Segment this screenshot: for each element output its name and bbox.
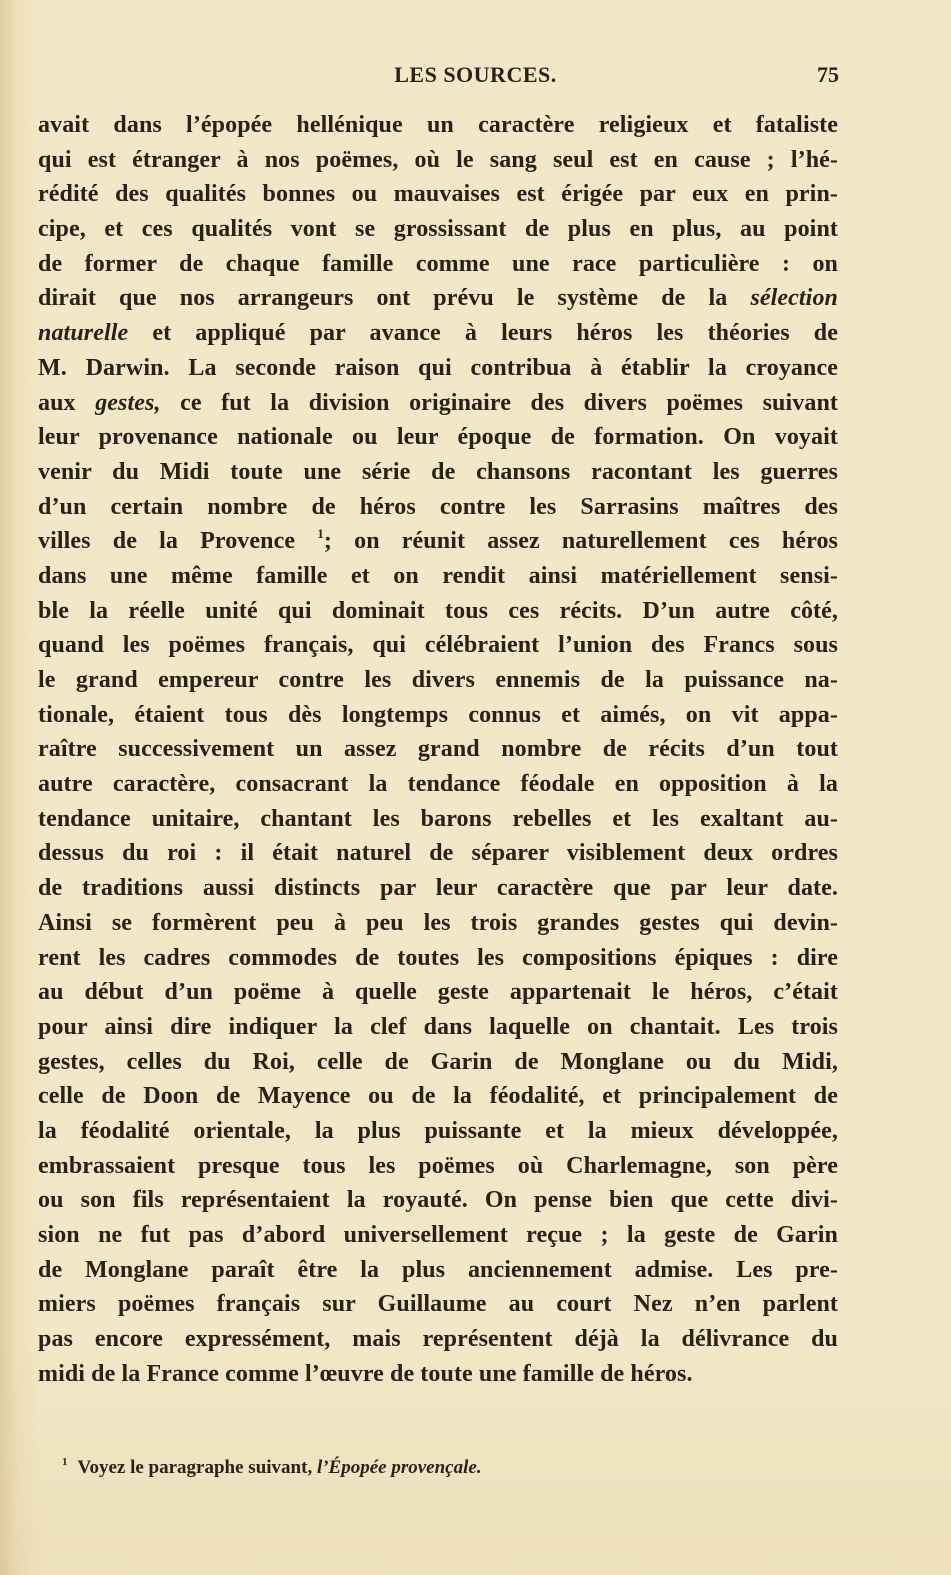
footnote-marker: 1: [62, 1456, 68, 1468]
text-line: [38, 524, 838, 559]
text-line: cipe, et ces qualités vont se grossissant de plus en plus, au point: [38, 216, 838, 243]
text-line: la féodalité orientale, la plus puissante et la mieux développée,: [38, 1117, 838, 1144]
footnote-italic-title: l’Épopée provençale.: [316, 1457, 482, 1478]
text-line: embrassaient presque tous les poëmes où Charlemagne, son père: [38, 1152, 838, 1179]
text-line: [38, 316, 838, 351]
text-line: midi de la France comme l’œuvre de toute une famille de héros.: [38, 1360, 693, 1387]
text-line: d’un certain nombre de héros contre les Sarrasins maîtres des: [38, 493, 838, 520]
text-line: raître successivement un assez grand nombre de récits d’un tout: [38, 736, 838, 763]
text-line: de Monglane paraît être la plus anciennement admise. Les pre-: [38, 1256, 838, 1283]
running-title: LES SOURCES.: [394, 62, 557, 87]
text-line: de former de chaque famille comme une race particulière : on: [38, 250, 838, 277]
text-segment: ; on réunit assez naturellement ces héros: [323, 528, 838, 555]
text-line: celle de Doon de Mayence ou de la féodalité, et principalement de: [38, 1083, 838, 1110]
text-line: M. Darwin. La seconde raison qui contribua à établir la croyance: [38, 354, 838, 381]
italic-term: sélection: [750, 285, 838, 312]
italic-term: naturelle: [38, 320, 129, 347]
text-line: pour ainsi dire indiquer la clef dans laquelle on chantait. Les trois: [38, 1013, 838, 1040]
text-line: tionale, étaient tous dès longtemps connus et aimés, on vit appa-: [38, 701, 838, 728]
running-head: [0, 62, 951, 92]
text-line: leur provenance nationale ou leur époque de formation. On voyait: [38, 424, 838, 451]
page-number: 75: [817, 62, 839, 87]
text-line: tendance unitaire, chantant les barons rebelles et les exaltant au-: [38, 805, 838, 832]
text-line: [38, 386, 838, 421]
footnote: [62, 1456, 762, 1479]
body-text: [38, 108, 838, 1391]
text-segment: ce fut la division originaire des divers poëmes suivant: [160, 389, 838, 416]
text-line: le grand empereur contre les divers ennemis de la puissance na-: [38, 667, 838, 693]
text-line: ble la réelle unité qui dominait tous ces récits. D’un autre côté,: [38, 597, 838, 624]
text-line: avait dans l’épopée hellénique un caractère religieux et fataliste: [38, 112, 838, 138]
text-line: quand les poëmes français, qui célébraient l’union des Francs sous: [38, 632, 838, 659]
text-line: [38, 281, 838, 316]
text-segment: aux: [38, 389, 96, 416]
text-segment: dirait que nos arrangeurs ont prévu le système de la: [38, 285, 751, 312]
text-line: venir du Midi toute une série de chansons racontant les guerres: [38, 458, 838, 485]
text-line: autre caractère, consacrant la tendance féodale en opposition à la: [38, 771, 838, 798]
italic-term: gestes,: [95, 389, 161, 416]
text-line: rédité des qualités bonnes ou mauvaises est érigée par eux en prin-: [38, 181, 838, 208]
text-line: Ainsi se formèrent peu à peu les trois grandes gestes qui devin-: [38, 909, 838, 936]
text-line: qui est étranger à nos poëmes, où le sang seul est en cause ; l’hé-: [38, 146, 838, 173]
text-line: rent les cadres commodes de toutes les compositions épiques : dire: [38, 944, 838, 971]
text-line: de traditions aussi distincts par leur caractère que par leur date.: [38, 875, 838, 902]
text-line: au début d’un poëme à quelle geste appartenait le héros, c’était: [38, 979, 838, 1006]
text-line: miers poëmes français sur Guillaume au court Nez n’en parlent: [38, 1291, 838, 1318]
text-line: dessus du roi : il était naturel de séparer visiblement deux ordres: [38, 840, 838, 867]
text-segment: et appliqué par avance à leurs héros les théories de: [128, 320, 838, 347]
text-line: dans une même famille et on rendit ainsi matériellement sensi-: [38, 562, 838, 589]
text-line: sion ne fut pas d’abord universellement reçue ; la geste de Garin: [38, 1222, 838, 1248]
text-segment: villes de la Provence: [38, 528, 318, 555]
footnote-reference: 1: [317, 526, 324, 542]
footnote-text: Voyez le paragraphe suivant,: [77, 1457, 317, 1478]
text-line: ou son fils représentaient la royauté. On pense bien que cette divi-: [38, 1187, 838, 1214]
text-line: gestes, celles du Roi, celle de Garin de Monglane ou du Midi,: [38, 1048, 838, 1075]
text-line: pas encore expressément, mais représentent déjà la délivrance du: [38, 1326, 838, 1353]
